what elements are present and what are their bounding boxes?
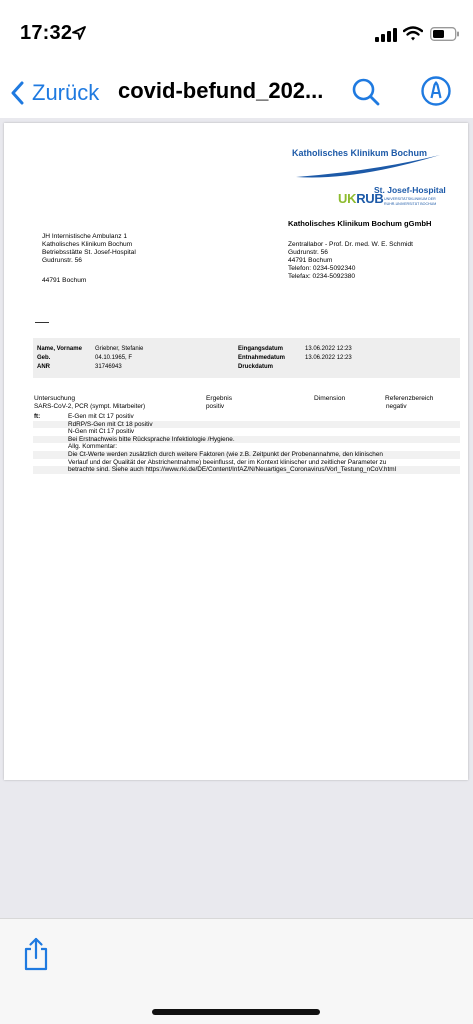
results-header-dimension: Dimension [314,395,346,402]
patient-name-label: Name, Vorname [37,346,82,352]
ft-label: ft: [34,413,41,420]
clinic-logo-swoosh-icon [292,148,444,179]
eingangsdatum-value: 13.06.2022 12:23 [305,346,352,352]
address-line: Gudrunstr. 56 [42,257,82,264]
share-icon[interactable] [22,937,50,976]
search-icon[interactable] [351,77,381,112]
comment-line: Allg. Kommentar: [68,443,118,451]
chevron-left-icon [10,81,24,105]
bottom-toolbar [0,918,473,1024]
comment-line: N-Gen mit Ct 17 positiv [68,428,135,436]
ukrub-logo [338,191,384,206]
address-line: JH Internistische Ambulanz 1 [42,233,128,240]
results-header-untersuchung: Untersuchung [34,395,76,402]
entnahmedatum-value: 13.06.2022 12:23 [305,355,352,361]
address-line: Zentrallabor - Prof. Dr. med. W. E. Schmidt [288,241,413,248]
ukrub-subtext-line: RUHR-UNIVERSITÄT BOCHUM [384,201,437,206]
back-label: Zurück [32,80,100,105]
ukrub-logo-subtext [384,197,446,206]
comment-line: betrachte sind. Siehe auch https://www.rki.de/DE/Content/InfAZ/N/Neuartiges_Coronavirus/Vorl_Testung_nCoV.html [33,466,460,474]
back-button[interactable] [10,78,99,108]
address-line: Katholisches Klinikum Bochum [42,241,133,248]
ukrub-subtext-line: UNIVERSITÄTSKLINIKUM DER [384,197,436,201]
patient-dob-label: Geb. [37,355,51,361]
results-row [33,403,460,411]
divider [35,322,49,323]
test-name: SARS-CoV-2, PCR (sympt. Mitarbeiter) [34,403,146,410]
location-arrow-icon [72,26,86,45]
ukrub-logo-uk: UK [338,191,357,206]
patient-anr-label: ANR [37,364,50,370]
lab-address [288,241,458,281]
home-indicator[interactable] [152,1009,320,1015]
pdf-viewer[interactable] [0,118,473,918]
druckdatum-label: Druckdatum [238,364,274,370]
results-header-referenzbereich: Referenzbereich [385,395,434,402]
comment-line: Bei Erstnachweis bitte Rücksprache Infektiologie /Hygiene. [33,436,460,444]
battery-icon [430,27,460,46]
hospital-logo-text: St. Josef-Hospital [374,185,446,195]
results-header-ergebnis: Ergebnis [206,395,233,402]
address-line: Telefon: 0234-5092340 [288,265,356,272]
patient-info-box [33,338,460,378]
recipient-city: 44791 Bochum [42,277,87,284]
patient-dob-value: 04.10.1965, F [95,355,133,361]
nav-bar [0,64,473,120]
markup-pen-icon[interactable] [420,75,452,112]
test-result: positiv [206,403,225,410]
comment-line: Verlauf und der Qualität der Abstrichentnahme) beeinflusst, der im Kontext klinischer und zeitlicher Parameter zu [68,458,387,466]
eingangsdatum-label: Eingangsdatum [238,346,284,352]
status-time: 17:32 [20,22,73,44]
test-reference: negativ [386,403,407,410]
pdf-page [4,123,468,780]
comment-line: Die Ct-Werte werden zusätzlich durch weitere Faktoren (wie z.B. Zeitpunkt der Probenannahme, den klinischen [33,451,460,459]
entnahmedatum-label: Entnahmedatum [238,355,286,361]
cellular-signal-icon [375,28,397,47]
recipient-address [42,233,242,265]
address-line: Telefax: 0234-5092380 [288,273,356,280]
company-name: Katholisches Klinikum Bochum gGmbH [288,219,432,228]
patient-name-value: Griebner, Stefanie [95,346,144,352]
result-comments [68,413,460,474]
clinic-logo-text: Katholisches Klinikum Bochum [292,148,428,158]
address-line: Gudrunstr. 56 [288,249,328,256]
address-line: 44791 Bochum [288,257,333,264]
ukrub-logo-rub: RUB [356,191,384,206]
comment-line: E-Gen mit Ct 17 positiv [68,413,134,420]
patient-anr-value: 31746943 [95,364,122,370]
comment-line: RdRP/S-Gen mit Ct 18 positiv [33,421,460,429]
address-line: Betriebsstätte St. Josef-Hospital [42,249,136,256]
document-title: covid-befund_202... [118,78,324,103]
wifi-icon [403,26,423,47]
status-bar [0,0,473,64]
